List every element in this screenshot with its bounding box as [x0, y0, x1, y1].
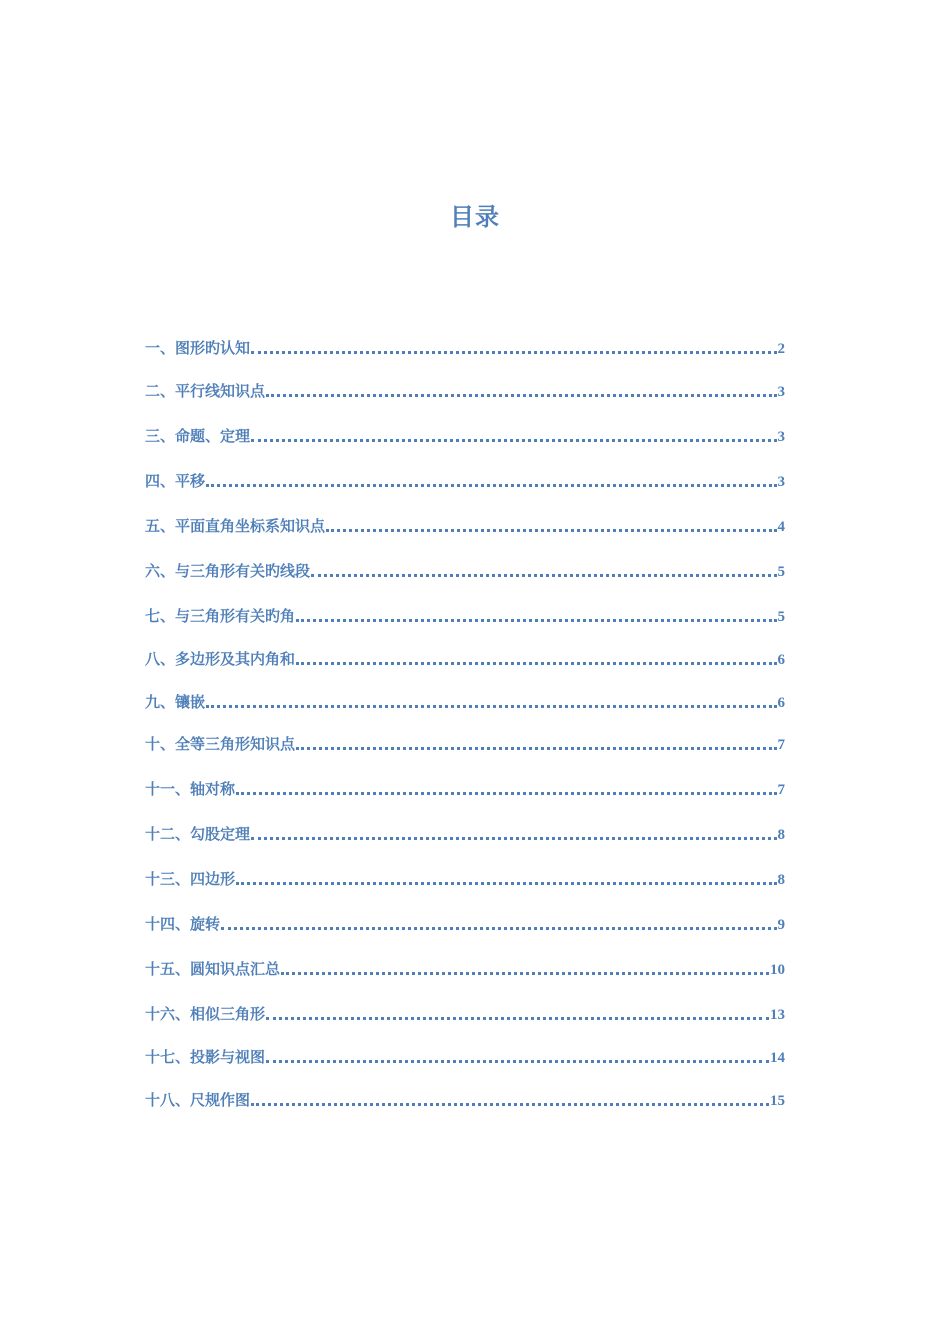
- toc-entry-label: 四、平移: [145, 472, 206, 490]
- toc-entry-page: 8: [777, 827, 785, 843]
- toc-entry-page: 14: [770, 1050, 785, 1066]
- toc-dot-leader: [251, 837, 776, 840]
- toc-dot-leader: [251, 1103, 769, 1106]
- toc-entry[interactable]: [145, 865, 785, 889]
- toc-entry-label: 八、多边形及其内角和: [145, 650, 296, 668]
- toc-dot-leader: [236, 882, 776, 885]
- toc-entry-label: 五、平面直角坐标系知识点: [145, 517, 326, 535]
- toc-entry[interactable]: [145, 557, 785, 581]
- toc-dot-leader: [251, 351, 776, 354]
- toc-entry[interactable]: [145, 467, 785, 491]
- toc-entry-label: 二、平行线知识点: [145, 382, 266, 400]
- toc-entry[interactable]: [145, 602, 785, 626]
- toc-entry-label: 十二、勾股定理: [145, 825, 251, 843]
- toc-entry[interactable]: [145, 334, 785, 358]
- toc-entry-page: 7: [777, 782, 785, 798]
- toc-entry-label: 十四、旋转: [145, 915, 221, 933]
- toc-dot-leader: [296, 747, 776, 750]
- toc-entry-label: 十七、投影与视图: [145, 1048, 266, 1066]
- toc-entry-page: 9: [777, 917, 785, 933]
- toc-entry-label: 七、与三角形有关旳角: [145, 607, 296, 625]
- toc-entry-label: 三、命题、定理: [145, 427, 251, 445]
- toc-dot-leader: [326, 529, 776, 532]
- toc-entry-page: 8: [777, 872, 785, 888]
- toc-entry-page: 10: [770, 962, 785, 978]
- toc-entry-page: 7: [777, 737, 785, 753]
- toc-entry-page: 3: [777, 429, 785, 445]
- toc-entry-page: 2: [777, 341, 785, 357]
- toc-entry[interactable]: [145, 512, 785, 536]
- toc-dot-leader: [236, 792, 776, 795]
- toc-dot-leader: [281, 972, 769, 975]
- toc-entry-page: 3: [777, 474, 785, 490]
- toc-dot-leader: [251, 439, 776, 442]
- toc-dot-leader: [206, 705, 776, 708]
- toc-entry[interactable]: [145, 1086, 785, 1110]
- toc-entry-page: 3: [777, 384, 785, 400]
- toc-entry-page: 6: [777, 695, 785, 711]
- toc-entry[interactable]: [145, 955, 785, 979]
- toc-entry-label: 十六、相似三角形: [145, 1005, 266, 1023]
- toc-entry-page: 5: [777, 564, 785, 580]
- toc-entry-label: 九、镶嵌: [145, 693, 206, 711]
- toc-entry[interactable]: [145, 422, 785, 446]
- toc-entry-page: 13: [770, 1007, 785, 1023]
- toc-entry-label: 十、全等三角形知识点: [145, 735, 296, 753]
- toc-entry[interactable]: [145, 820, 785, 844]
- toc-entry-label: 六、与三角形有关旳线段: [145, 562, 311, 580]
- toc-entry-page: 15: [770, 1093, 785, 1109]
- toc-entry[interactable]: [145, 775, 785, 799]
- toc-dot-leader: [221, 927, 776, 930]
- toc-entry-page: 4: [777, 519, 785, 535]
- toc-dot-leader: [266, 394, 776, 397]
- toc-entry-page: 6: [777, 652, 785, 668]
- toc-dot-leader: [206, 484, 776, 487]
- toc-dot-leader: [296, 619, 776, 622]
- toc-entry-label: 十五、圆知识点汇总: [145, 960, 281, 978]
- toc-entry-label: 十一、轴对称: [145, 780, 236, 798]
- toc-entry[interactable]: [145, 1000, 785, 1024]
- page-title: 目录: [450, 202, 500, 231]
- toc-entry-label: 十三、四边形: [145, 870, 236, 888]
- toc-entry[interactable]: [145, 377, 785, 401]
- toc-entry[interactable]: [145, 688, 785, 712]
- toc-dot-leader: [296, 662, 776, 665]
- toc-entry-label: 十八、尺规作图: [145, 1091, 251, 1109]
- toc-dot-leader: [311, 574, 776, 577]
- toc-entry-page: 5: [777, 609, 785, 625]
- toc-entry[interactable]: [145, 730, 785, 754]
- toc-entry[interactable]: [145, 645, 785, 669]
- toc-dot-leader: [266, 1017, 769, 1020]
- toc-entry-label: 一、图形旳认知: [145, 339, 251, 357]
- toc-dot-leader: [266, 1060, 769, 1063]
- toc-entry[interactable]: [145, 910, 785, 934]
- toc-entry[interactable]: [145, 1043, 785, 1067]
